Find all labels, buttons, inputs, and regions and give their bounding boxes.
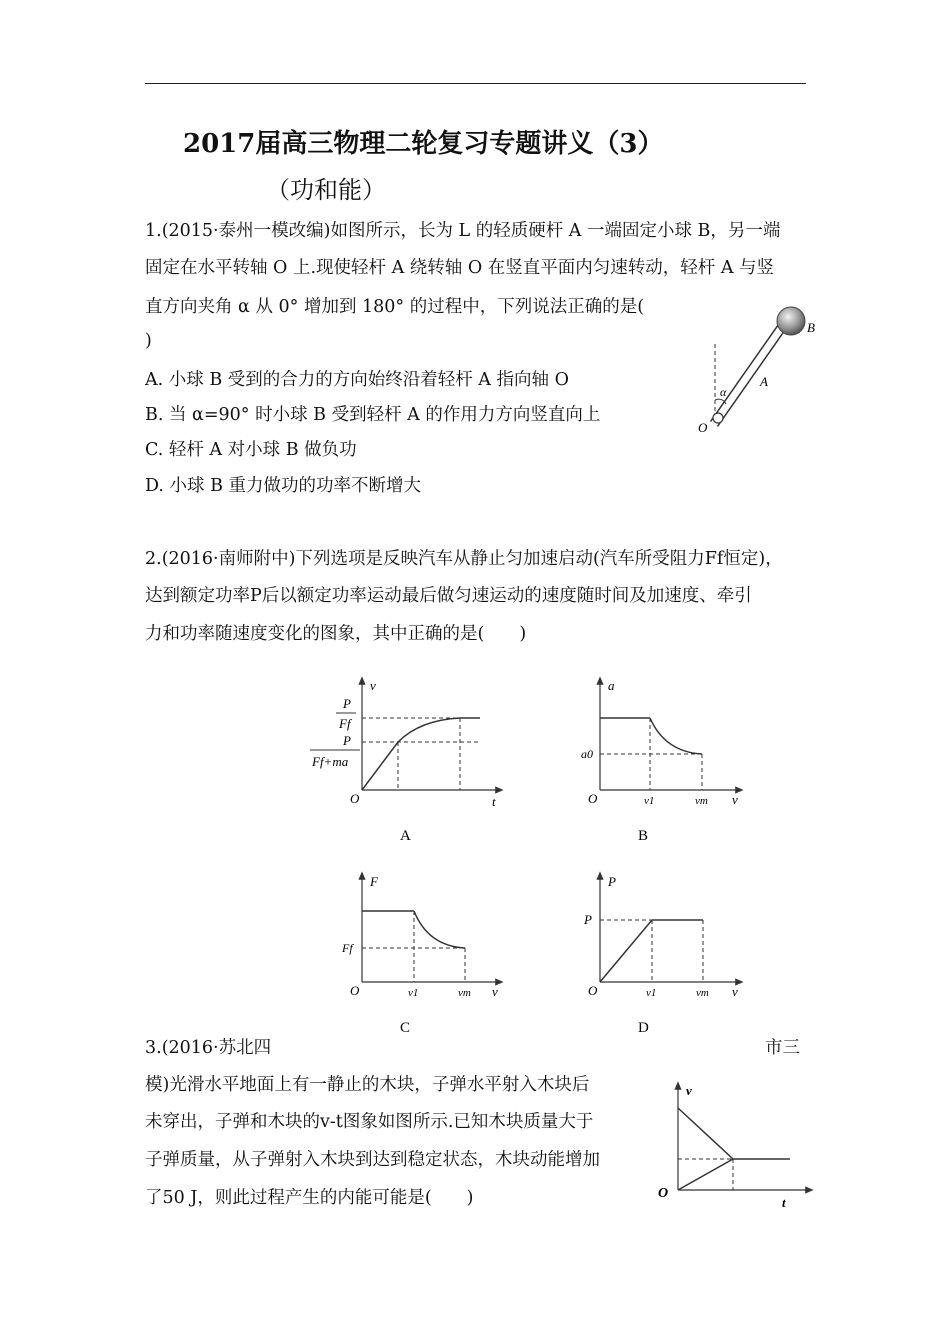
- chart-d-vm: vm: [696, 987, 709, 999]
- label-o: O: [698, 420, 708, 435]
- chart-a-ffma: Ff+ma: [312, 754, 349, 769]
- chart-a-ff: Ff: [339, 716, 351, 731]
- chart-a-curve: [362, 718, 480, 790]
- chart-c-vm: vm: [458, 987, 471, 999]
- rod-ball-figure: [690, 300, 820, 440]
- ball: [777, 307, 805, 335]
- q3-line: 了50 J，则此过程产生的内能可能是( ): [145, 1188, 474, 1208]
- q3-head-left: 3.(2016·苏北四: [145, 1038, 272, 1058]
- q2-charts: [300, 670, 760, 1050]
- q3-bullet-line: [678, 1108, 733, 1159]
- page-subtitle: （功和能）: [266, 176, 386, 204]
- q1-line: 直方向夹角 α 从 0° 增加到 180° 的过程中，下列说法正确的是(: [145, 297, 645, 317]
- chart-c-ylabel: F: [370, 874, 378, 889]
- chart-b-v1: v1: [644, 795, 655, 807]
- label-a: A: [760, 374, 768, 389]
- chart-c-curve: [414, 911, 465, 948]
- chart-d-xlabel: v: [732, 984, 738, 999]
- chart-a-origin: O: [350, 791, 360, 806]
- q3-head-right: 市三: [765, 1038, 800, 1058]
- q1-option-c: C. 轻杆 A 对小球 B 做负功: [145, 440, 357, 460]
- chart-b-ylabel: a: [608, 678, 615, 693]
- header-rule: [145, 83, 806, 84]
- chart-a-p-mid: P: [343, 733, 351, 748]
- chart-d-ramp: [600, 920, 652, 982]
- label-alpha: α: [720, 385, 727, 399]
- q1-line: 1.(2015·泰州一模改编)如图所示，长为 L 的轻质硬杆 A 一端固定小球 B，另一端: [145, 221, 781, 241]
- chart-c-origin: O: [350, 983, 360, 998]
- chart-c-caption: C: [400, 1020, 411, 1036]
- q3-ylabel: v: [686, 1083, 692, 1098]
- chart-d-origin: O: [588, 983, 598, 998]
- chart-a-p-top: P: [343, 696, 351, 711]
- chart-b-origin: O: [588, 791, 598, 806]
- page-title: 2017届高三物理二轮复习专题讲义（3）: [183, 129, 664, 159]
- q2-line: 达到额定功率P后以额定功率运动最后做匀速运动的速度随时间及加速度、牵引: [145, 586, 752, 606]
- chart-c-xlabel: v: [492, 984, 498, 999]
- q3-block-line: [678, 1159, 733, 1190]
- q3-line: 未穿出，子弹和木块的v-t图象如图所示.已知木块质量大于: [145, 1112, 594, 1132]
- chart-c: [341, 874, 500, 1036]
- label-b: B: [807, 320, 815, 335]
- chart-b-xlabel: v: [732, 792, 738, 807]
- q1-option-d: D. 小球 B 重力做功的功率不断增大: [145, 476, 422, 496]
- chart-b-vm: vm: [695, 795, 708, 807]
- chart-d-caption: D: [638, 1020, 649, 1036]
- q1-option-a: A. 小球 B 受到的合力的方向始终沿着轻杆 A 指向轴 O: [145, 370, 569, 390]
- chart-b-caption: B: [638, 828, 649, 844]
- q3-line: 子弹质量，从子弹射入木块到达到稳定状态，木块动能增加: [145, 1150, 600, 1170]
- q1-line: ): [145, 331, 152, 351]
- chart-b-a0: a0: [581, 747, 593, 761]
- pivot-circle: [713, 413, 723, 423]
- chart-a-xlabel: t: [492, 794, 496, 809]
- chart-a: [310, 678, 500, 844]
- chart-a-ylabel: v: [370, 678, 376, 693]
- q1-option-b: B. 当 α=90° 时小球 B 受到轻杆 A 的作用力方向竖直向上: [145, 405, 601, 425]
- q2-line: 力和功率随速度变化的图象，其中正确的是( ): [145, 624, 527, 644]
- chart-b-curve: [650, 718, 702, 754]
- q2-line: 2.(2016·南师附中)下列选项是反映汽车从静止匀加速启动(汽车所受阻力Ff恒定)，: [145, 549, 783, 569]
- chart-d: [583, 874, 740, 1036]
- chart-d-v1: v1: [646, 987, 657, 999]
- chart-c-ff: Ff: [342, 941, 353, 955]
- q3-vt-figure: [650, 1075, 820, 1215]
- chart-b: [581, 678, 740, 844]
- q3-origin: O: [658, 1186, 669, 1201]
- q3-xlabel: t: [782, 1195, 786, 1210]
- chart-d-p: P: [584, 912, 592, 927]
- chart-d-ylabel: P: [608, 874, 616, 889]
- rod-fill: [714, 324, 784, 424]
- chart-c-v1: v1: [408, 987, 419, 999]
- q3-line: 模)光滑水平地面上有一静止的木块，子弹水平射入木块后: [145, 1075, 590, 1095]
- q1-line: 固定在水平转轴 O 上.现使轻杆 A 绕转轴 O 在竖直平面内匀速转动，轻杆 A 与竖: [145, 258, 775, 278]
- chart-a-caption: A: [400, 828, 411, 844]
